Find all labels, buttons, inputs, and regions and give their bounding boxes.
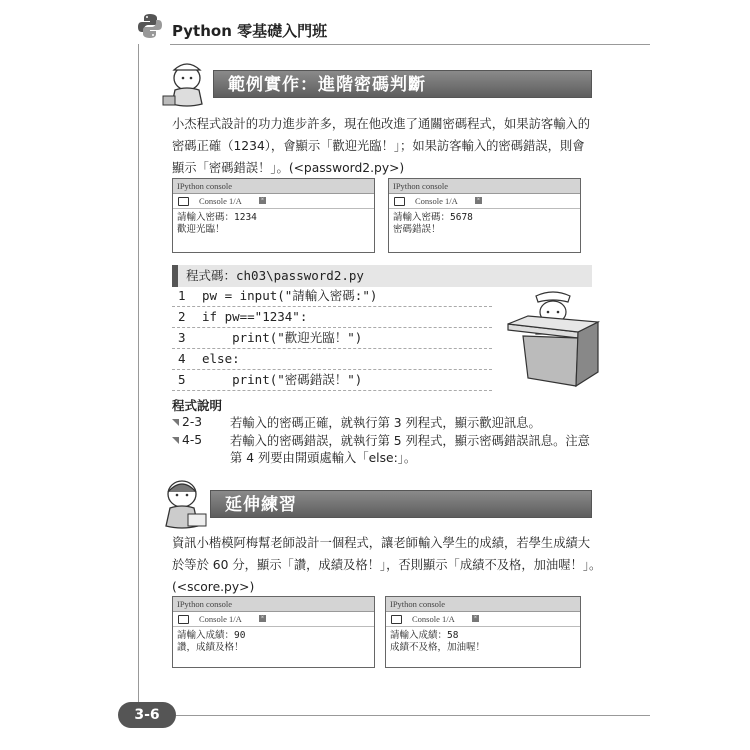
python-logo-icon — [136, 12, 164, 40]
header-rule — [170, 44, 650, 45]
console-output-line: 讚，成績及格！ — [177, 642, 244, 653]
paragraph-line: 密碼正確（1234），會顯示「歡迎光臨！」；如果訪客輸入的密碼錯誤，則會 — [172, 139, 585, 153]
close-icon[interactable]: × — [260, 197, 265, 203]
console-title: IPython console — [173, 597, 374, 612]
section-banner-exercise: 延伸練習 — [210, 490, 592, 518]
code-line — [172, 349, 492, 369]
code-text: if pw=="1234": — [202, 309, 308, 324]
console-tab[interactable] — [386, 612, 580, 627]
console-output-line: 請輸入密碼：1234 — [177, 212, 257, 223]
console-title: IPython console — [386, 597, 580, 612]
book-title: Python 零基礎入門班 — [172, 22, 328, 40]
explanation-text: 若輸入的密碼正確，就執行第 3 列程式，顯示歡迎訊息。 — [230, 416, 541, 430]
console-window-correct — [172, 178, 375, 253]
triangle-bullet-icon — [172, 437, 179, 444]
paragraph-line: 小杰程式設計的功力進步許多，現在他改進了通關密碼程式，如果訪客輸入的 — [172, 117, 591, 131]
console-title: IPython console — [389, 179, 580, 194]
girl-character-illustration — [158, 476, 210, 532]
console-tab[interactable] — [173, 612, 374, 627]
explanation-title: 程式說明 — [172, 398, 223, 413]
console-tab-label: Console 1/A — [199, 614, 242, 624]
paragraph-line: 顯示「密碼錯誤！」。(<password2.py>) — [172, 161, 405, 175]
console-window-fail — [385, 596, 581, 668]
console-window-wrong — [388, 178, 581, 253]
console-title: IPython console — [173, 179, 374, 194]
folder-icon — [391, 615, 402, 624]
close-icon[interactable]: × — [260, 615, 265, 621]
code-text: print("密碼錯誤！") — [202, 372, 363, 387]
close-icon[interactable]: × — [476, 197, 481, 203]
console-output-line: 歡迎光臨！ — [177, 224, 225, 235]
code-line — [172, 370, 492, 390]
console-tab-label: Console 1/A — [199, 196, 242, 206]
exercise-paragraph — [172, 532, 602, 598]
intro-paragraph — [172, 113, 597, 179]
character-at-podium-illustration — [498, 286, 603, 391]
console-tab[interactable] — [173, 194, 374, 209]
console-tab-label: Console 1/A — [415, 196, 458, 206]
code-line — [172, 286, 492, 306]
console-output-line: 請輸入成績：58 — [390, 630, 459, 641]
line-number: 3 — [178, 330, 186, 345]
folder-icon — [178, 615, 189, 624]
paragraph-line: 於等於 60 分，顯示「讚，成績及格！」，否則顯示「成績不及格，加油喔！」。 — [172, 558, 602, 572]
close-icon[interactable]: × — [473, 615, 478, 621]
line-number: 4 — [178, 351, 186, 366]
code-line — [172, 307, 492, 327]
folder-icon — [394, 197, 405, 206]
code-line — [172, 328, 492, 348]
line-number: 1 — [178, 288, 186, 303]
code-text: else: — [202, 351, 240, 366]
explanation-key: 2-3 — [172, 415, 202, 429]
side-rule — [138, 44, 139, 714]
code-text: print("歡迎光臨！") — [202, 330, 363, 345]
code-text: pw = input("請輸入密碼:") — [202, 288, 378, 303]
console-output-line: 密碼錯誤！ — [393, 224, 441, 235]
console-output-line: 成績不及格，加油喔！ — [390, 642, 486, 653]
explanation-key: 4-5 — [172, 433, 202, 447]
code-listing — [172, 286, 492, 391]
folder-icon — [178, 197, 189, 206]
section-banner-example: 範例實作：進階密碼判斷 — [213, 70, 592, 98]
explanation-text: 若輸入的密碼錯誤，就執行第 5 列程式，顯示密碼錯誤訊息。注意 第 4 列要由開頭處輸入「else:」。 — [230, 434, 590, 465]
sailor-character-illustration — [160, 58, 215, 110]
console-window-pass — [172, 596, 375, 668]
line-number: 5 — [178, 372, 186, 387]
paragraph-line: 資訊小楷模阿梅幫老師設計一個程式，讓老師輸入學生的成績，若學生成績大 — [172, 536, 591, 550]
console-output-line: 請輸入成績：90 — [177, 630, 246, 641]
code-file-header: 程式碼：ch03\password2.py — [172, 265, 592, 287]
triangle-bullet-icon — [172, 419, 179, 426]
paragraph-line: (<score.py>) — [172, 580, 255, 594]
footer-rule — [176, 715, 650, 716]
console-tab[interactable] — [389, 194, 580, 209]
page-number: 3-6 — [118, 702, 176, 728]
line-number: 2 — [178, 309, 186, 324]
console-output-line: 請輸入密碼：5678 — [393, 212, 473, 223]
console-tab-label: Console 1/A — [412, 614, 455, 624]
